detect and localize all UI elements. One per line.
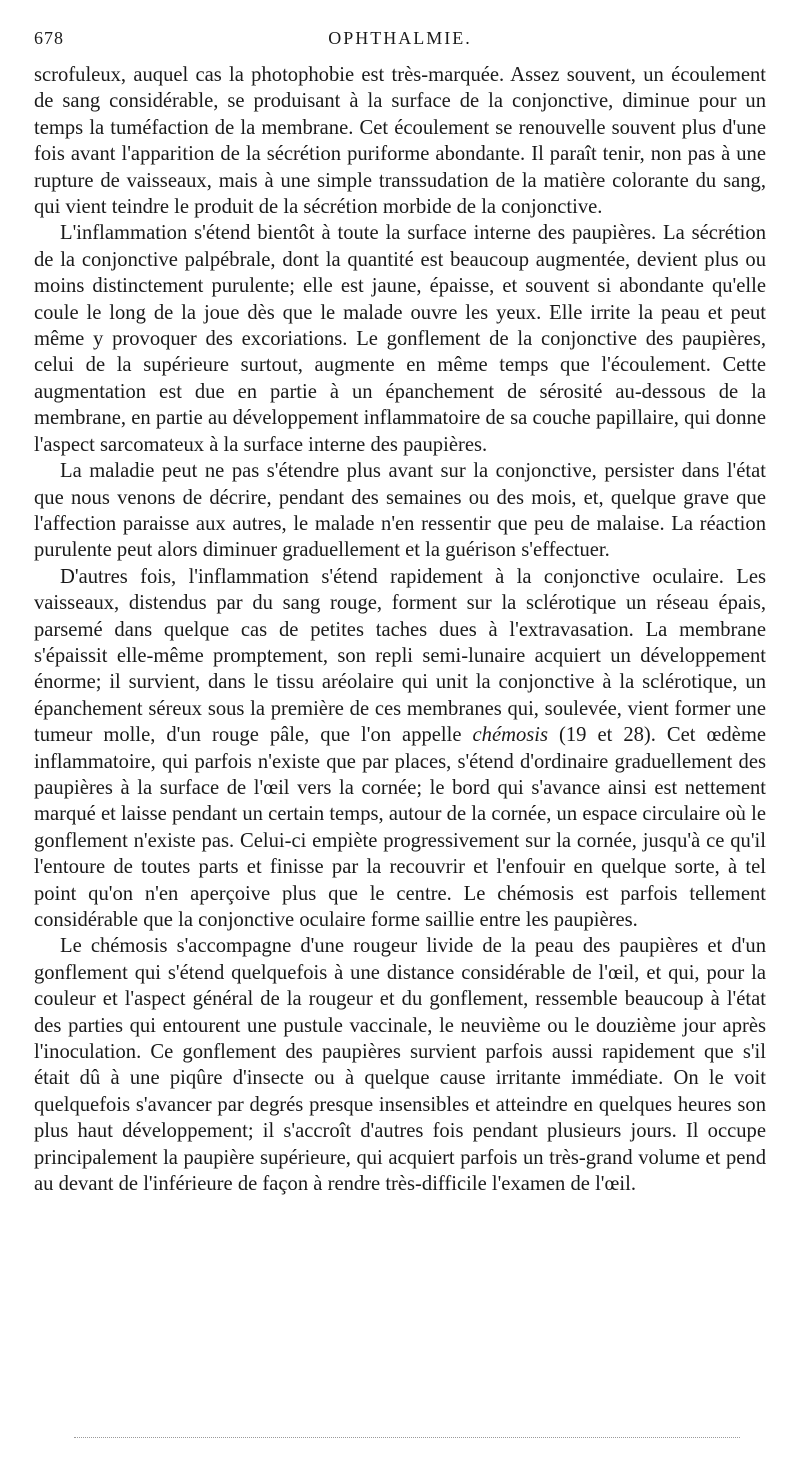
paragraph-4 [34, 564, 766, 934]
paragraph-text: Le chémosis s'accompagne d'une rougeur livide de la peau des paupières et d'un gonflement qui s'étend quelquefois à une distance considérable de l'œil, et qui, pour la couleur et l'aspect général de la rougeur et du gonflement, ressemble beaucoup à l'état des parties qui entourent une pustule vaccinale, le neuvième ou le douzième jour après l'inoculation. Ce gonflement des paupières survient parfois aussi rapidement que s'il était dû à une piqûre d'insecte ou à quelque cause irritante immédiate. On le voit quelquefois s'avancer par degrés presque insensibles et atteindre en quelques heures son plus haut développement; il s'accroît d'autres fois pendant plusieurs jours. Il occupe principalement la paupière supérieure, qui acquiert parfois un très-grand volume et pend au devant de l'inférieure de façon à rendre très-difficile l'examen de l'œil. [34, 935, 766, 1196]
paragraph-text-after: (19 et 28). Cet œdème inflammatoire, qui parfois n'existe que par places, s'étend d'ordinaire graduellement des paupières à la surface de l'œil vers la cornée; le bord qui s'avance ainsi est nettement marqué et laisse pendant un certain temps, autour de la cornée, un espace circulaire où le gonflement n'existe pas. Celui-ci empiète progressivement sur la cornée, jusqu'à ce qu'il l'entoure de toutes parts et finisse par la recouvrir et l'enfouir en quelque sorte, à tel point qu'on n'en aperçoive plus que le centre. Le chémosis est parfois tellement considérable que la conjonctive oculaire forme saillie entre les paupières. [34, 724, 766, 931]
paragraph-text: scrofuleux, auquel cas la photophobie est très-marquée. Assez souvent, un écoulement de sang considérable, se produisant à la surface de la conjonctive, diminue pour un temps la tuméfaction de la membrane. Cet écoulement se renouvelle souvent plus d'une fois avant l'apparition de la sécrétion puriforme abondante. Il paraît tenir, non pas à une rupture de vaisseaux, mais à une simple transsudation de la matière colorante du sang, qui vient teindre le produit de la sécrétion morbide de la conjonctive. [34, 64, 766, 219]
paragraph-text-before: D'autres fois, l'inflammation s'étend rapidement à la conjonctive oculaire. Les vaisseaux, distendus par du sang rouge, forment sur la sclérotique un réseau épais, parsemé dans quelque cas de petites taches dues à l'extravasation. La membrane s'épaissit elle-même promptement, son repli semi-lunaire acquiert un développement énorme; il survient, dans le tissu aréolaire qui unit la conjonctive à la sclérotique, un épanchement séreux sous la première de ces membranes qui, soulevée, vient former une tumeur molle, d'un rouge pâle, que l'on appelle [34, 565, 766, 747]
body-text [34, 62, 766, 1197]
footer-dotted-rule [74, 1437, 740, 1438]
page-number: 678 [34, 28, 64, 48]
book-page [34, 28, 766, 1197]
term-chemosis: chémosis [472, 724, 549, 747]
paragraph-5 [34, 933, 766, 1197]
paragraph-text: La maladie peut ne pas s'étendre plus avant sur la conjonctive, persister dans l'état que nous venons de décrire, pendant des semaines ou des mois, et, quelque grave que l'affection paraisse aux autres, le malade n'en ressentir que peu de malaise. La réaction purulente peut alors diminuer graduellement et la guérison s'effectuer. [34, 460, 766, 562]
paragraph-3 [34, 458, 766, 564]
paragraph-2 [34, 220, 766, 458]
paragraph-1 [34, 62, 766, 220]
running-title: OPHTHALMIE. [328, 28, 472, 48]
page-header [34, 28, 766, 62]
paragraph-text: L'inflammation s'étend bientôt à toute la surface interne des paupières. La sécrétion de la conjonctive palpébrale, dont la quantité est beaucoup augmentée, devient plus ou moins distinctement purulente; elle est jaune, épaisse, et souvent si abondante qu'elle coule le long de la joue dès que le malade ouvre les yeux. Elle irrite la peau et peut même y provoquer des excoriations. Le gonflement de la conjonctive des paupières, celui de la supérieure surtout, augmente en même temps que l'écoulement. Cette augmentation est due en partie à un épanchement de sérosité au-dessous de la membrane, en partie au développement inflammatoire de sa couche papillaire, qui donne l'aspect sarcomateux à la surface interne des paupières. [34, 222, 766, 456]
